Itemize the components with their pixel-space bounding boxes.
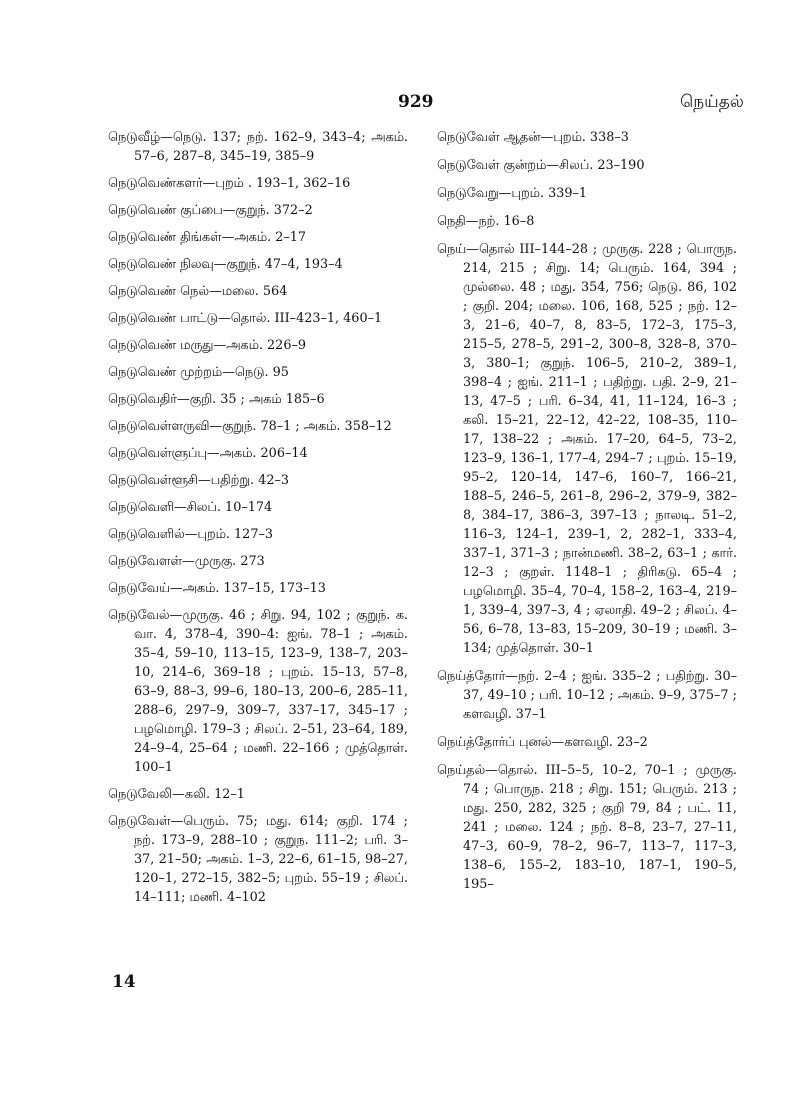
index-entry: நெடுவெண்களர்—புறம் . 193–1, 362–16 [108, 176, 351, 191]
running-head: நெய்தல் [680, 92, 744, 112]
index-entry: நெடுவீழ்—நெடு. 137; நற். 162–9, 343–4; அகம். 57–6, 287–8, 345–19, 385–9 [108, 130, 408, 164]
index-entry: நெடுவேளள்—முருகு. 273 [108, 554, 265, 569]
index-entry: நெடுவேள் குன்றம்—சிலப். 23–190 [437, 158, 645, 173]
index-entry: நெடுவெண் முற்றம்—நெடு. 95 [108, 365, 289, 380]
index-entry: நெடுவெளி—சிலப். 10–174 [108, 500, 273, 515]
index-entry: நெதி—நற். 16–8 [437, 214, 535, 229]
page-number: 929 [398, 92, 434, 112]
index-entry: நெடுவெதிர்—குறி. 35 ; அகம் 185–6 [108, 392, 325, 407]
index-entry: நெய்—தொல் III–144–28 ; முருகு. 228 ; பொருந. 214, 215 ; சிறு. 14; பெரும். 164, 394 ; முல்லை. 48 ; மது. 354, 756; நெடு. 86, 102 ; குறி. 204; மலை. 106, 168, 525 ; நற். 12–3, 21–6, 40–7, 8, 83–5, 172–3, 175–3, 215–5, 278–5, 291–2, 300–8, 328–8, 370–3, 380–1; குறுந். 106–5, 210–2, 389–1, 398–4 ; ஐங். 211–1 ; பதிற்று. பதி. 2–9, 21–13, 47–5 ; பரி. 6–34, 41, 11–124, 16–3 ; கலி. 15–21, 22–12, 42–22, 108–35, 110–17, 138–22 ; அகம். 17–20, 64–5, 73–2, 123–9, 136–1, 177–4, 294–7 ; புறம். 15–19, 95–2, 120–14, 147–6, 160–7, 166–21, 188–5, 246–5, 261–8, 296–2, 379–9, 382–8, 384–17, 386–3, 397–13 ; நாலடி. 51–2, 116–3, 124–1, 239–1, 2, 282–1, 333–4, 337–1, 371–3 ; நான்மணி. 38–2, 63–1 ; கார். 12–3 ; குறள். 1148–1 ; திரிகடு. 65–4 ; பழமொழி. 35–4, 70–4, 158–2, 163–4, 219–1, 339–4, 397–3, 4 ; ஏலாதி. 49–2 ; சிலப். 4–56, 6–78, 13–83, 15–209, 30–19 ; மணி. 3–134; முத்தொள். 30–1 [437, 242, 737, 656]
index-entry: நெடுவெண் நிலவு—குறுந். 47–4, 193–4 [108, 257, 343, 272]
index-entry: நெடுவேய்—அகம். 137–15, 173–13 [108, 581, 326, 596]
index-entry: நெடுவெண் பாட்டு—தொல். III–423–1, 460–1 [108, 311, 383, 326]
index-entry: நெய்தல்—தொல். III–5–5, 10–2, 70–1 ; முருகு. 74 ; பொருந. 218 ; சிறு. 151; பெரும். 213 ; மது. 250, 282, 325 ; குறி 79, 84 ; பட். 11, 241 ; மலை. 124 ; நற். 8–8, 23–7, 27–11, 47–3, 60–9, 78–2, 96–7, 113–7, 117–3, 138–6, 155–2, 183–10, 187–1, 190–5, 195– [437, 763, 737, 892]
index-entry: நெடுவெள்ளருவி—குறுந். 78–1 ; அகம். 358–12 [108, 419, 392, 434]
index-entry: நெய்த்தோர்—நற். 2–4 ; ஐங். 335–2 ; பதிற்று. 30–37, 49–10 ; பரி. 10–12 ; அகம். 9–9, 375–7 ; களவழி. 37–1 [437, 669, 737, 722]
signature-mark: 14 [112, 972, 136, 992]
index-entry: நெடுவேலி—கலி. 12–1 [108, 787, 245, 802]
index-entry: நெடுவேல்—முருகு. 46 ; சிறு. 94, 102 ; குறுந். க. வா. 4, 378–4, 390–4: ஐங். 78–1 ; அகம். 35–4, 59–10, 113–15, 123–9, 138–7, 203–10, 214–6, 369–18 ; புறம். 15–13, 57–8, 63–9, 88–3, 99–6, 180–13, 200–6, 285–11, 288–6, 297–9, 309–7, 337–17, 345–17 ; பழமொழி. 179–3 ; சிலப். 2–51, 23–64, 189, 24–9–4, 25–64 ; மணி. 22–166 ; முத்தொள். 100–1 [108, 608, 408, 775]
index-entry: நெடுவெண் மருது—அகம். 226–9 [108, 338, 307, 353]
index-entry: நெடுவெளில்—புறம். 127–3 [108, 527, 273, 542]
index-entry: நெடுவேள்—பெரும். 75; மது. 614; குறி. 174 ; நற். 173–9, 288–10 ; குறுந. 111–2; பரி. 3–37, 21–50; அகம். 1–3, 22–6, 61–15, 98–27, 120–1, 272–15, 382–5; புறம். 55–19 ; சிலப். 14–111; மணி. 4–102 [108, 814, 408, 905]
index-entry: நெடுவெள்ளூசி—பதிற்று. 42–3 [108, 473, 289, 488]
index-entry: நெடுவேறு—புறம். 339–1 [437, 186, 588, 201]
index-column-right [437, 128, 737, 903]
index-entry: நெடுவெண் நெல்—மலை. 564 [108, 284, 288, 299]
index-entry: நெய்த்தோர்ப் புனல்—களவழி. 23–2 [437, 735, 648, 750]
index-entry: நெடுவேள் ஆதன்—புறம். 338–3 [437, 130, 629, 145]
index-column-left [108, 128, 408, 915]
index-entry: நெடுவெண் குப்பை—குறுந். 372–2 [108, 203, 313, 218]
index-entry: நெடுவெண் திங்கள்—அகம். 2–17 [108, 230, 307, 245]
index-entry: நெடுவெள்ளுப்பு—அகம். 206–14 [108, 446, 308, 461]
